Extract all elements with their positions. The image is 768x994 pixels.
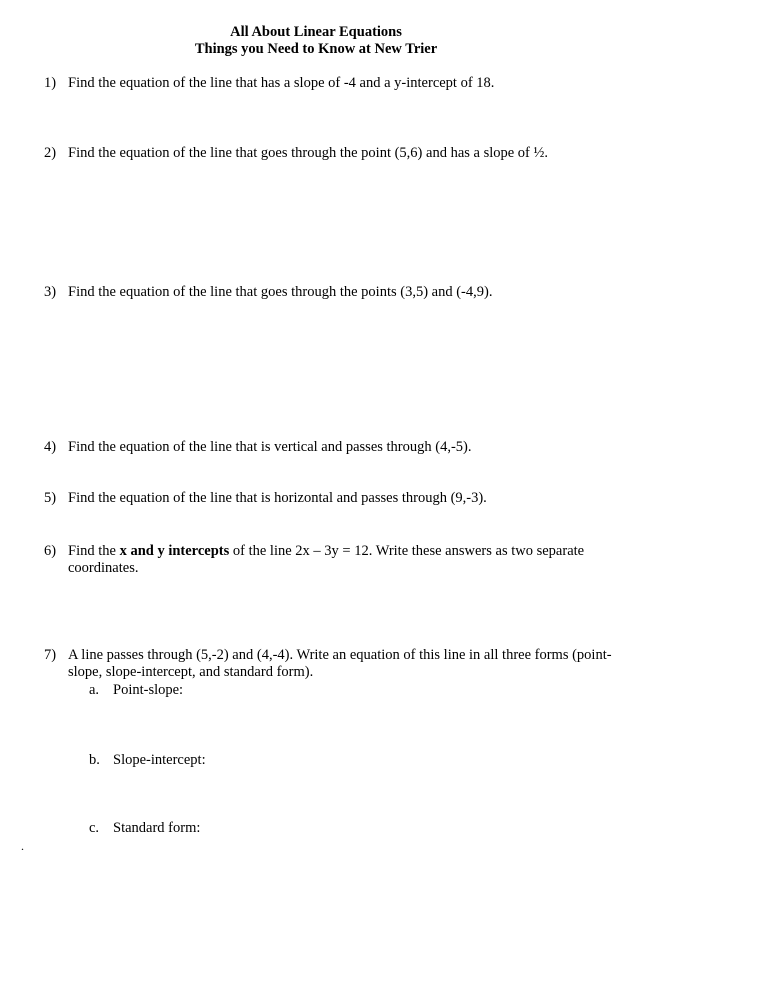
question-3 xyxy=(44,284,644,301)
subpart-c xyxy=(89,820,200,837)
question-text-emphasis: x and y intercepts xyxy=(119,543,230,559)
question-text-end: of the line 2x – 3y = 12. Write these answers as two separate coordinates. xyxy=(68,543,585,576)
question-text: Find the equation of the line that is vertical and passes through (4,-5). xyxy=(68,439,472,455)
question-number: 5) xyxy=(44,490,57,506)
question-number: 6) xyxy=(44,543,57,559)
subpart-b xyxy=(89,752,206,769)
subpart-letter: a. xyxy=(89,682,100,698)
subpart-label: Point-slope: xyxy=(113,682,184,698)
worksheet-subtitle: Things you Need to Know at New Trier xyxy=(194,41,438,57)
question-text: A line passes through (5,-2) and (4,-4). Write an equation of this line in all three forms (point-slope, slope-intercept, and standard form). xyxy=(68,647,612,680)
question-number: 3) xyxy=(44,284,57,300)
question-number: 7) xyxy=(44,647,57,663)
question-text-start: Find the xyxy=(68,543,120,559)
question-number: 2) xyxy=(44,145,57,161)
subpart-letter: b. xyxy=(89,752,100,768)
worksheet-title: All About Linear Equations xyxy=(230,24,402,40)
question-number: 1) xyxy=(44,75,57,91)
subpart-label: Standard form: xyxy=(113,820,201,836)
question-6 xyxy=(44,543,624,577)
subpart-label: Slope-intercept: xyxy=(113,752,206,768)
question-text: Find the equation of the line that goes through the point (5,6) and has a slope of ½. xyxy=(68,145,549,161)
stray-mark: . xyxy=(21,839,24,853)
question-1 xyxy=(44,75,644,92)
question-text xyxy=(68,543,624,577)
question-2 xyxy=(44,145,644,162)
question-5 xyxy=(44,490,644,507)
subpart-letter: c. xyxy=(89,820,100,836)
subpart-a xyxy=(89,682,183,699)
question-text: Find the equation of the line that is horizontal and passes through (9,-3). xyxy=(68,490,487,506)
question-number: 4) xyxy=(44,439,57,455)
question-7 xyxy=(44,647,624,681)
question-text: Find the equation of the line that has a slope of -4 and a y-intercept of 18. xyxy=(68,75,495,91)
question-4 xyxy=(44,439,644,456)
question-text: Find the equation of the line that goes through the points (3,5) and (-4,9). xyxy=(68,284,493,300)
